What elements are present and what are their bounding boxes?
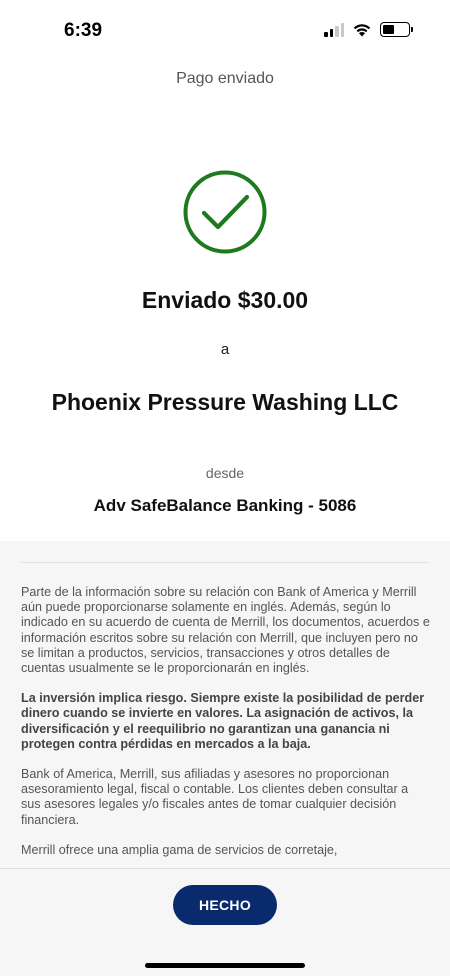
done-button[interactable]: HECHO	[173, 885, 277, 925]
divider	[21, 562, 429, 563]
from-label: desde	[205, 465, 245, 481]
page-title: Pago enviado	[176, 70, 274, 87]
disclaimer-paragraph: Bank of America, Merrill, sus afiliadas y asesores no proporcionan asesoramiento legal, fiscal o contable. Los clientes deben consultar a sus asesores legales y/o fiscales antes de tomar cualquier decisión financiera.	[21, 767, 409, 827]
disclaimer-paragraph: Parte de la información sobre su relación con Bank of America y Merrill aún puede proporcionarse solamente en inglés. Además, según lo indicado en su acuerdo de cuenta de Merrill, los documentos, acuerdos e información escritos sobre su relación con Merrill, que incluyen pero no se limitan a productos, servicios, transacciones y otros detalles de cuentas usualmente se le proporcionarán en inglés.	[21, 585, 430, 676]
risk-disclaimer-paragraph: La inversión implica riesgo. Siempre existe la posibilidad de perder dinero cuando se invierte en valores. La asignación de activos, la diversificación y el reequilibrio no garantizan una ganancia ni protegen contra pérdidas en mercados a la baja.	[21, 691, 425, 751]
sent-amount: Enviado $30.00	[141, 287, 309, 313]
signal-icon	[324, 23, 344, 37]
home-indicator[interactable]	[145, 963, 305, 968]
disclaimer-panel[interactable]	[0, 541, 450, 868]
disclaimer-paragraph: Merrill ofrece una amplia gama de servicios de corretaje,	[21, 842, 338, 857]
wifi-icon	[352, 22, 372, 37]
source-account: Adv SafeBalance Banking - 5086	[93, 496, 357, 515]
status-icons	[324, 22, 410, 37]
disclaimer-text	[21, 585, 431, 868]
status-bar	[0, 0, 450, 60]
battery-icon	[380, 22, 410, 37]
recipient-name: Phoenix Pressure Washing LLC	[51, 389, 399, 415]
footer	[0, 868, 450, 976]
to-label: a	[220, 341, 230, 358]
status-time: 6:39	[64, 20, 103, 41]
checkmark-circle-icon	[183, 170, 267, 254]
